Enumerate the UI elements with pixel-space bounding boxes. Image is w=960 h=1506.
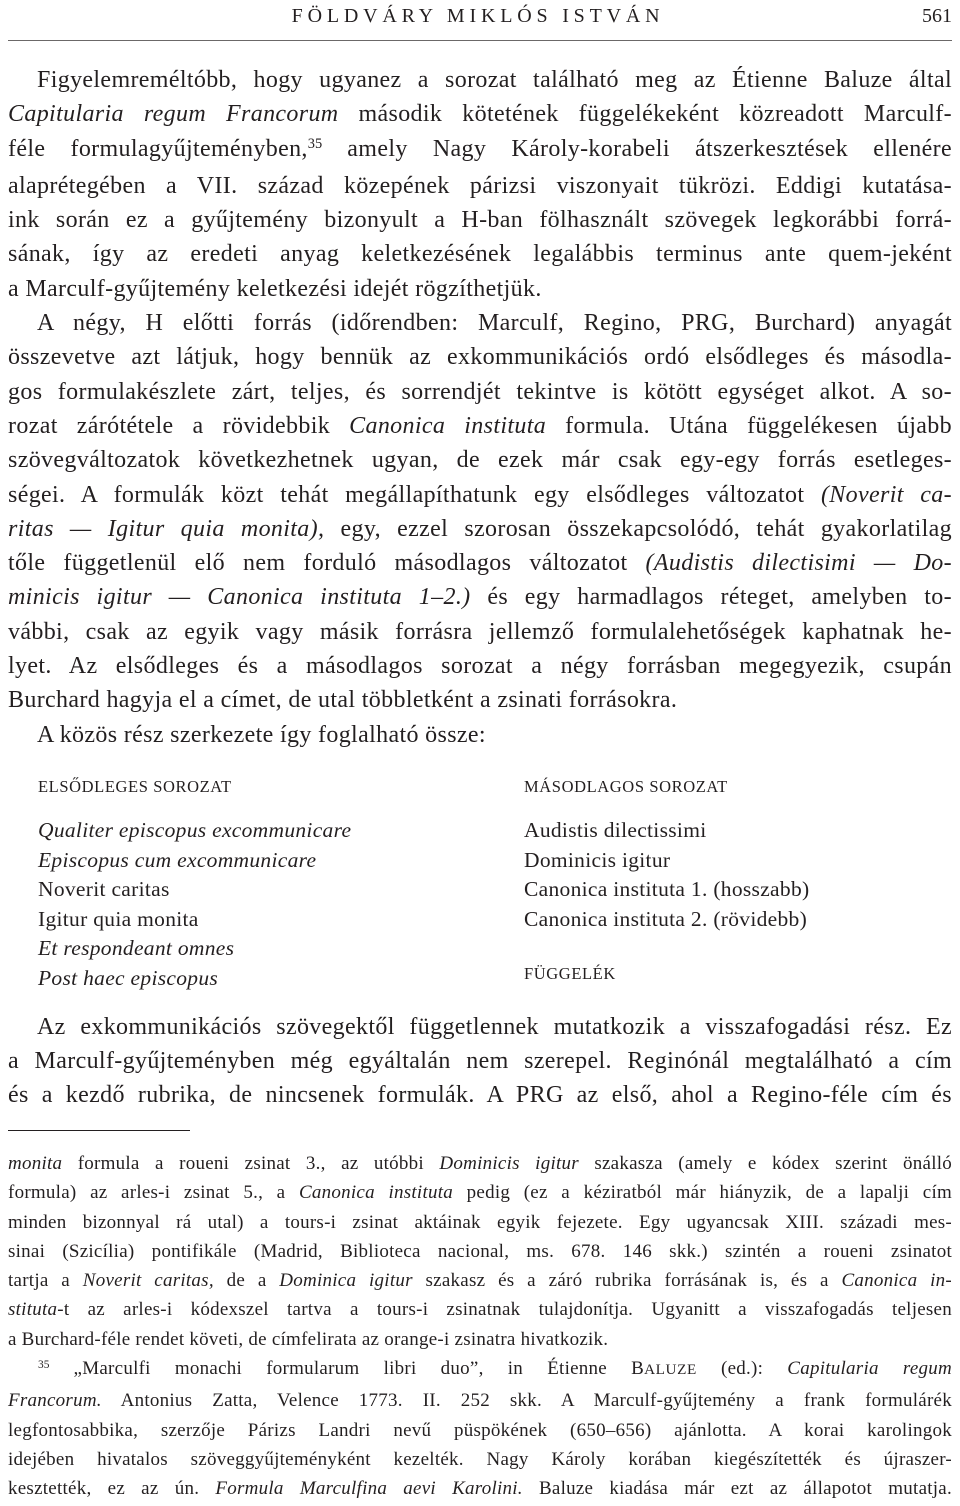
text-segment: egy, ezzel szorosan összekapcsolódó, tehát gyakorlatilag bbox=[324, 515, 953, 542]
list-item bbox=[38, 964, 351, 994]
text-line bbox=[8, 443, 952, 477]
list-item bbox=[524, 816, 809, 846]
running-title: FÖLDVÁRY MIKLÓS ISTVÁN bbox=[291, 5, 665, 27]
text-segment: Formula Marculfina aevi Karolini. bbox=[215, 1478, 523, 1500]
body-paragraph bbox=[8, 718, 952, 752]
text-segment: összevetve azt látjuk, hogy bennük az exkommunikációs ordó elsődleges és másodla- bbox=[8, 344, 952, 371]
text-segment: A négy, H előtti forrás (időrendben: Marculf, Regino, PRG, Burchard) anyagát bbox=[37, 310, 952, 337]
text-line bbox=[8, 1178, 952, 1207]
secondary-series-column bbox=[524, 772, 809, 989]
text-segment: szövegváltozatok következhetnek ugyan, de ezek már csak egy-egy forrás esetleges- bbox=[8, 447, 952, 474]
text-segment: Canonica in- bbox=[841, 1270, 953, 1292]
text-segment: -t az arles-i kódexszel tartva a tours-i zsinatnak tulajdonítja. Ugyanitt a visszafogadás teljesen bbox=[57, 1299, 952, 1321]
text-segment: Igitur quia monita bbox=[38, 906, 199, 931]
text-segment: minden bizonnyal rá utal) a tours-i zsinat aktáinak egyik fejezete. Egy ugyancsak XIII. századi mes- bbox=[8, 1211, 952, 1233]
text-segment: Canonica instituta bbox=[349, 412, 547, 439]
text-line bbox=[8, 512, 952, 546]
main-text-continued bbox=[8, 1010, 952, 1112]
text-segment: legfontosabbika, szerzője Párizs Landri nevű püspökének (650–656) ajánlotta. A korai karolingok bbox=[8, 1419, 952, 1441]
text-segment: második kötetének függelékeként közreadott Marculf- bbox=[338, 101, 952, 128]
text-segment: Dominicis igitur bbox=[439, 1153, 579, 1174]
text-line bbox=[8, 1354, 952, 1386]
header-rule bbox=[8, 40, 952, 41]
text-line bbox=[8, 1474, 952, 1503]
text-segment: Capitularia regum Francorum bbox=[8, 101, 339, 128]
text-segment: Capitularia regum bbox=[787, 1358, 952, 1380]
text-segment: pedig (ez a kéziratból már hiányzik, de a lapalji cím bbox=[453, 1182, 952, 1204]
text-segment: Et respondeant omnes bbox=[38, 936, 235, 960]
text-segment: sinai (Szicília) pontifikále (Madrid, Biblioteca nacional, ms. 678. 146 skk.) szintén a roueni zsinatot bbox=[8, 1240, 952, 1262]
text-segment: vábbi, csak az egyik vagy másik forrásra jellemző formulalehetőségek kaphatnak he- bbox=[8, 618, 952, 645]
text-line bbox=[8, 1044, 952, 1078]
body-paragraph bbox=[8, 63, 952, 306]
text-line bbox=[8, 1010, 952, 1044]
text-segment: a Marculf-gyűjteményben még egyáltalán nem szerepel. Reginónál megtalálható a cím bbox=[8, 1048, 952, 1074]
text-line bbox=[8, 1295, 952, 1324]
list-item bbox=[524, 846, 809, 876]
text-line bbox=[8, 306, 952, 340]
text-segment: tőle függetlenül elő nem forduló másodlagos változatot bbox=[8, 550, 646, 577]
appendix-heading: FÜGGELÉK bbox=[524, 964, 616, 983]
text-segment: Francorum. bbox=[8, 1390, 102, 1412]
text-line bbox=[8, 375, 952, 409]
text-line bbox=[8, 132, 952, 169]
list-item bbox=[38, 846, 351, 876]
text-segment: a Marculf-gyűjtemény keletkezési idejét rögzíthetjük. bbox=[8, 275, 542, 302]
text-segment: alaprétegében a VII. század közepének párizsi viszonyait tükrözi. Eddigi kutatása- bbox=[8, 172, 952, 199]
text-segment: gos formulakészlete zárt, teljes, és sorrendjét tekintve is kötött egységet alkot. A so- bbox=[8, 378, 952, 405]
footnote-separator bbox=[8, 1130, 190, 1131]
text-segment: stituta bbox=[8, 1299, 58, 1321]
text-segment: Burchard hagyja el a címet, de utal többletként a zsinati forrásokra. bbox=[8, 687, 678, 714]
series-table bbox=[0, 772, 960, 997]
text-line bbox=[8, 237, 952, 271]
text-segment: formula a roueni zsinat 3., az utóbbi bbox=[62, 1153, 440, 1174]
body-paragraph bbox=[8, 1010, 952, 1112]
text-segment: formula) az arles-i zsinat 5., a bbox=[8, 1182, 299, 1204]
text-segment: Canonica instituta bbox=[298, 1182, 454, 1204]
text-line bbox=[8, 718, 952, 752]
text-segment: Baluze kiadása már ezt az állapotot mutatja. bbox=[522, 1478, 952, 1500]
text-line bbox=[8, 1445, 952, 1474]
text-segment: (ed.): bbox=[696, 1358, 788, 1380]
text-line bbox=[8, 409, 952, 443]
secondary-series-list bbox=[524, 816, 809, 934]
primary-series-heading: ELSŐDLEGES SOROZAT bbox=[38, 777, 232, 796]
text-line bbox=[8, 478, 952, 512]
text-segment: formula. Utána függelékesen újabb bbox=[546, 412, 952, 439]
list-item bbox=[524, 875, 809, 905]
text-segment: Episcopus cum excommunicare bbox=[38, 847, 317, 872]
text-segment: szakasz és a záró rubrika forrásának is, és a bbox=[412, 1270, 842, 1292]
text-line bbox=[8, 615, 952, 649]
page-number: 561 bbox=[922, 5, 952, 27]
text-line bbox=[8, 1416, 952, 1445]
text-line bbox=[8, 1237, 952, 1266]
text-segment: ségei. A formulák közt tehát megállapíthatunk egy elsődleges változatot bbox=[8, 481, 821, 508]
text-segment: amely Nagy Károly-korabeli átszerkesztések ellenére bbox=[322, 135, 952, 162]
list-item bbox=[38, 816, 351, 846]
text-segment: idejében hivatalos szöveggyűjteményként kezelték. Nagy Károly korában kiegészítették és újraszer- bbox=[8, 1448, 952, 1470]
text-segment: és a kezdő rubrika, de nincsenek formulák. A PRG az első, ahol a Regino-féle cím és bbox=[8, 1082, 952, 1108]
text-segment: Az exkommunikációs szövegektől függetlennek mutatkozik a visszafogadási rész. Ez bbox=[37, 1014, 952, 1040]
text-line bbox=[8, 272, 952, 306]
text-segment: Noverit caritas, bbox=[82, 1270, 214, 1292]
text-line bbox=[8, 1266, 952, 1295]
text-segment: féle formulagyűjteményben, bbox=[8, 135, 308, 162]
text-line bbox=[8, 1149, 952, 1178]
primary-series-column bbox=[38, 772, 351, 993]
text-segment: kesztették, ez az ún. bbox=[8, 1478, 216, 1500]
footnote-35 bbox=[8, 1354, 952, 1503]
text-segment: Noverit caritas bbox=[38, 877, 170, 901]
text-segment: ritas — Igitur quia monita), bbox=[8, 515, 325, 542]
text-line bbox=[8, 63, 952, 97]
text-line bbox=[8, 683, 952, 717]
list-item bbox=[38, 875, 351, 905]
text-segment: Qualiter episcopus excommunicare bbox=[38, 818, 352, 842]
text-segment: Dominicis igitur bbox=[524, 847, 671, 872]
text-segment: (Noverit ca- bbox=[820, 481, 952, 508]
text-segment: Figyelemreméltóbb, hogy ugyanez a sorozat található meg az Étienne Baluze által bbox=[37, 67, 952, 93]
text-segment: és egy harmadlagos réteget, amelyben to- bbox=[470, 584, 952, 611]
text-segment: monita bbox=[8, 1153, 63, 1174]
text-segment: ink során ez a gyűjtemény bizonyult a H-ban fölhasznált szövegek legkorábbi forrá- bbox=[8, 207, 952, 234]
text-line bbox=[8, 1386, 952, 1415]
primary-series-list bbox=[38, 816, 351, 993]
text-segment: rozat zárótétele a rövidebbik bbox=[8, 412, 350, 439]
text-line bbox=[8, 203, 952, 237]
secondary-series-heading: MÁSODLAGOS SOROZAT bbox=[524, 777, 728, 796]
text-segment: „Marculfi monachi formularum libri duo”, in Étienne bbox=[49, 1358, 632, 1380]
text-segment: a Burchard-féle rendet követi, de címfelirata az orange-i zsinatra hivatkozik. bbox=[8, 1328, 609, 1350]
list-item bbox=[524, 905, 809, 935]
footnote-continued bbox=[8, 1149, 952, 1354]
text-line bbox=[8, 580, 952, 614]
footnote-marker: 35 bbox=[307, 136, 323, 153]
text-line bbox=[8, 1325, 952, 1354]
list-item bbox=[38, 934, 351, 964]
text-segment: Canonica instituta 1. (hosszabb) bbox=[524, 877, 810, 901]
text-segment: A közös rész szerkezete így foglalható össze: bbox=[37, 721, 486, 748]
text-segment: Post haec episcopus bbox=[38, 965, 219, 990]
text-segment: Canonica instituta 2. (rövidebb) bbox=[524, 906, 808, 931]
text-segment: (Audistis dilectisimi — Do- bbox=[645, 550, 952, 577]
text-segment: szakasza (amely e kódex szerint önálló bbox=[578, 1153, 952, 1174]
list-item bbox=[38, 905, 351, 935]
text-segment: Dominica igitur bbox=[279, 1270, 413, 1292]
text-segment: Antonius Zatta, Velence 1773. II. 252 skk. A Marculf-gyűjtemény a frank formulárék bbox=[101, 1390, 952, 1412]
text-line bbox=[8, 340, 952, 374]
footnotes bbox=[8, 1149, 952, 1504]
text-segment: minicis igitur — Canonica instituta 1–2.) bbox=[8, 584, 471, 611]
text-line bbox=[8, 546, 952, 580]
main-text bbox=[8, 63, 952, 752]
text-line bbox=[8, 649, 952, 683]
text-line bbox=[8, 169, 952, 203]
text-segment: sának, így az eredeti anyag keletkezésének legalábbis terminus ante quem-jeként bbox=[8, 241, 952, 268]
footnote-marker: 35 bbox=[38, 1359, 50, 1372]
text-segment: tartja a bbox=[8, 1270, 83, 1292]
text-line bbox=[8, 1078, 952, 1112]
text-segment: B bbox=[631, 1358, 645, 1380]
text-line bbox=[8, 97, 952, 131]
text-segment: lyet. Az elsődleges és a másodlagos sorozat a négy forrásban megegyezik, csupán bbox=[8, 653, 952, 680]
text-segment: de a bbox=[213, 1270, 280, 1292]
text-line bbox=[8, 1208, 952, 1237]
text-segment: ALUZE bbox=[644, 1361, 697, 1379]
body-paragraph bbox=[8, 306, 952, 718]
text-segment: Audistis dilectissimi bbox=[524, 818, 707, 842]
